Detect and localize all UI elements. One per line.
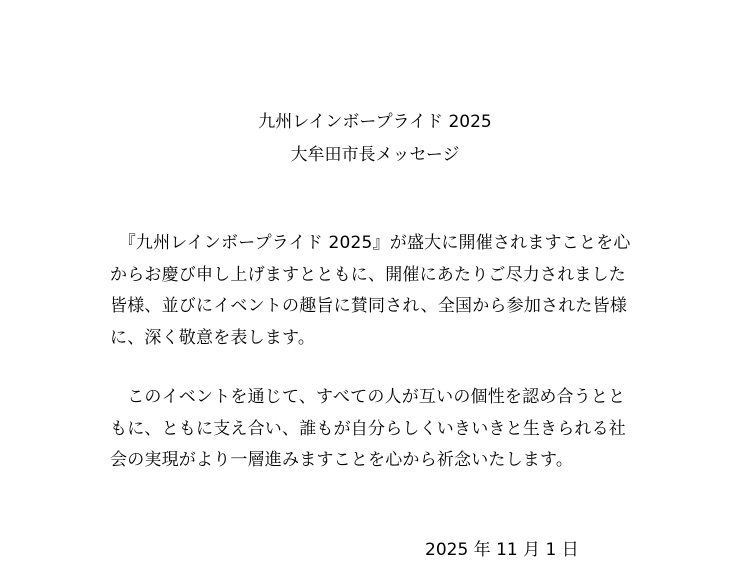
- paragraph-line: 会の実現がより一層進みますことを心から祈念いたします。: [110, 450, 574, 470]
- document-date: 2025 年 11 月 1 日: [425, 540, 579, 560]
- paragraph-line: からお慶び申し上げますとともに、開催にあたりご尽力されました: [110, 264, 626, 285]
- paragraph-line: 皆様、並びにイベントの趣旨に賛同され、全国から参加された皆様: [110, 296, 628, 316]
- message-paragraph-1: [110, 228, 650, 354]
- paragraph-line: もに、ともに支え合い、誰もが自分らしくいきいきと生きられる社: [110, 418, 626, 439]
- paragraph-line: 『九州レインボープライド 2025』が盛大に開催されますことを心: [110, 233, 631, 253]
- message-paragraph-2: [110, 382, 650, 477]
- paragraph-line: に、深く敬意を表します。: [110, 327, 316, 348]
- document-title: 九州レインボープライド 2025: [258, 112, 492, 132]
- paragraph-line: このイベントを通じて、すべての人が互いの個性を認め合うとと: [110, 387, 626, 407]
- document-subtitle: 大牟田市長メッセージ: [290, 145, 460, 165]
